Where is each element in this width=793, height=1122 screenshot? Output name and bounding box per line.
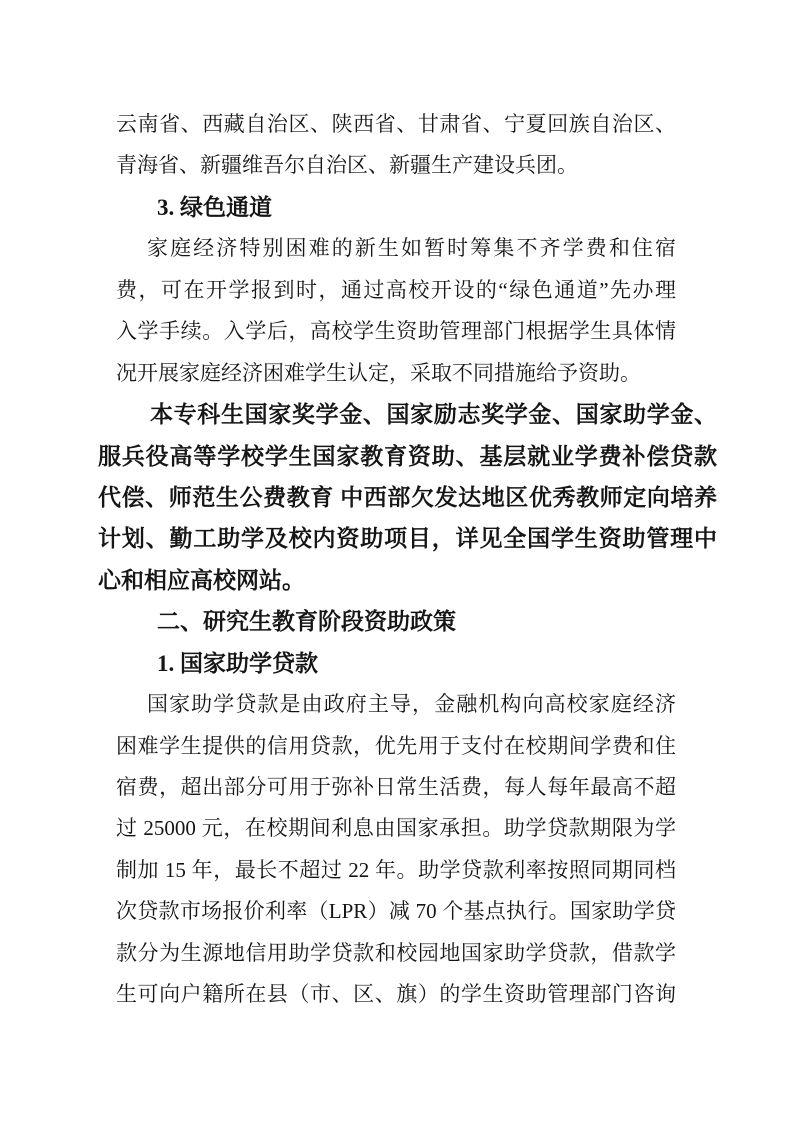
paragraph-green-channel-line-1: 家庭经济特别困难的新生如暂时筹集不齐学费和住宿 — [147, 236, 676, 261]
paragraph-summary-line-3: 代偿、师范生公费教育 中西部欠发达地区优秀教师定向培养 — [98, 484, 717, 510]
body-line-provinces-2: 青海省、新疆维吾尔自治区、新疆生产建设兵团。 — [116, 153, 578, 178]
paragraph-loan-line-4: 过 25000 元，在校期间利息由国家承担。助学贷款期限为学 — [116, 816, 676, 841]
paragraph-summary-line-5: 心和相应高校网站。 — [98, 567, 305, 593]
body-line-provinces-1: 云南省、西藏自治区、陕西省、甘肃省、宁夏回族自治区、 — [116, 112, 676, 136]
paragraph-green-channel-line-3: 入学手续。入学后，高校学生资助管理部门根据学生具体情 — [116, 319, 676, 344]
heading-national-student-loan: 1. 国家助学贷款 — [157, 650, 318, 676]
paragraph-loan-line-6: 次贷款市场报价利率（LPR）减 70 个基点执行。国家助学贷 — [116, 899, 676, 924]
paragraph-loan-line-5: 制加 15 年，最长不超过 22 年。助学贷款利率按照同期同档 — [116, 857, 676, 882]
paragraph-summary-line-2: 服兵役高等学校学生国家教育资助、基层就业学费补偿贷款 — [98, 443, 717, 469]
paragraph-summary-line-4: 计划、勤工助学及校内资助项目，详见全国学生资助管理中 — [98, 526, 717, 552]
heading-green-channel: 3. 绿色通道 — [157, 194, 272, 220]
heading-graduate-section: 二、研究生教育阶段资助政策 — [157, 609, 456, 635]
paragraph-loan-line-3: 宿费，超出部分可用于弥补日常生活费，每人每年最高不超 — [116, 775, 676, 799]
paragraph-green-channel-line-4: 况开展家庭经济困难学生认定，采取不同措施给予资助。 — [116, 360, 641, 385]
paragraph-green-channel-line-2: 费，可在开学报到时，通过高校开设的“绿色通道”先办理 — [116, 277, 676, 302]
paragraph-loan-line-7: 款分为生源地信用助学贷款和校园地国家助学贷款，借款学 — [116, 940, 676, 965]
paragraph-loan-line-1: 国家助学贷款是由政府主导，金融机构向高校家庭经济 — [147, 692, 676, 717]
paragraph-summary-line-1: 本专科生国家奖学金、国家励志奖学金、国家助学金、 — [150, 402, 717, 428]
paragraph-loan-line-2: 困难学生提供的信用贷款，优先用于支付在校期间学费和住 — [116, 733, 676, 758]
paragraph-loan-line-8: 生可向户籍所在县（市、区、旗）的学生资助管理部门咨询 — [116, 982, 676, 1007]
